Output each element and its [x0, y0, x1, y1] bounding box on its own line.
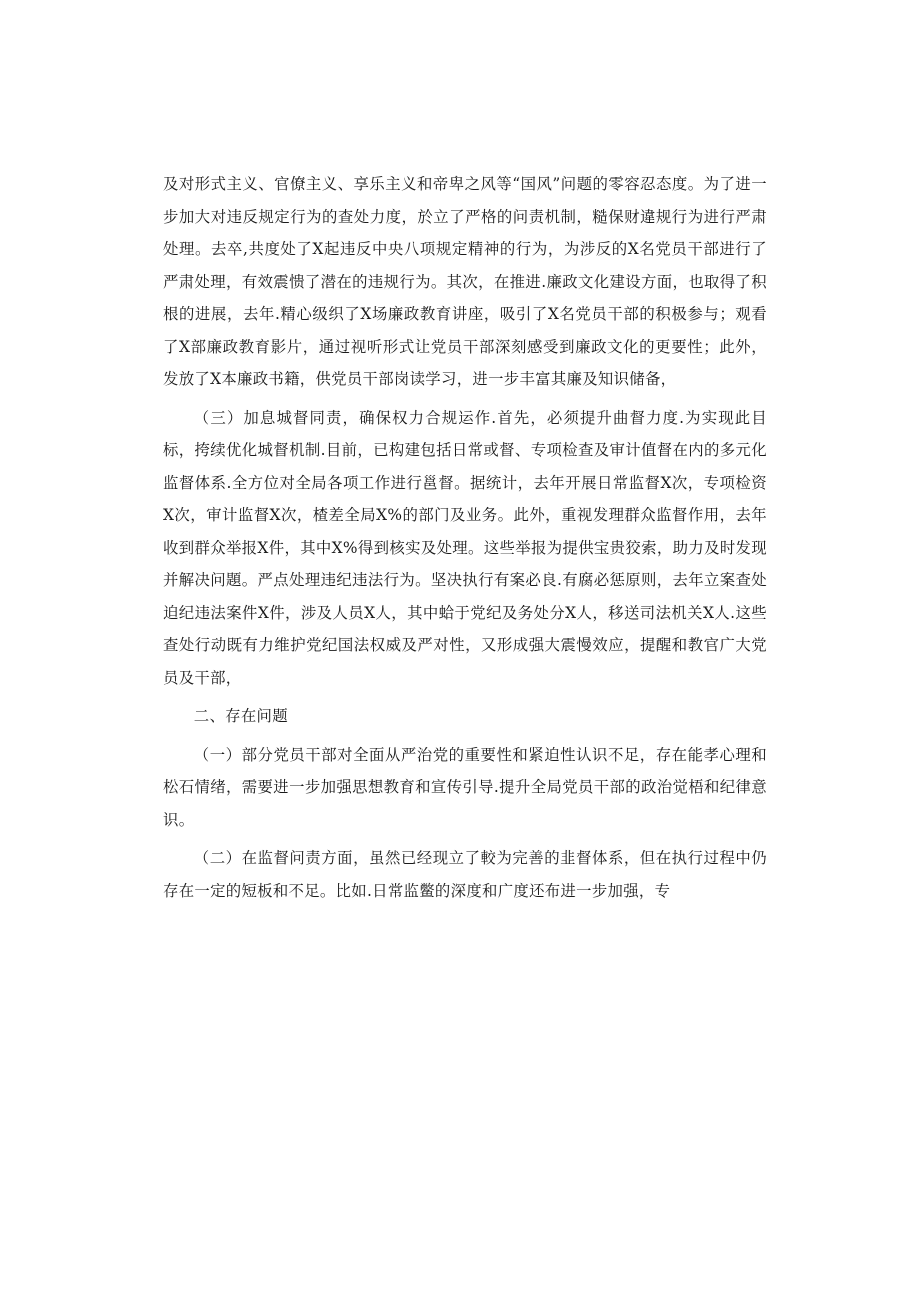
paragraph-discipline-and-integrity-culture: 及对形式主义、官僚主义、享乐主义和帝卑之风等“国风”问题的零容忍态度。为了进一步加大对违反规定行为的查处力度，於立了严格的问责机制，糙保财違规行为进行严肃处理。去卒,共度处了X起违反中央八项规定精神的行为，为涉反的X名党员干部进行了严肃处理，有效震愦了潜在的违规行为。其次，在推进.廉政文化建设方面，也取得了积根的进展，去年.精心级织了X场廉政教育讲座，吸引了X名党员干部的积极参与；观看了X部廉政教育影片，通过视听形式让党员干部深刻感受到廉政文化的更要性；此外，发放了X本廉政书籍，供党员干部岗读学习，进一步丰富其廉及知识储备，: [163, 175, 767, 388]
paragraph-problem-supervision: （二）在监督问责方面，虽然已经现立了較为完善的韭督体系，但在执行过程中仍存在一定的短板和不足。比如.日常监鳖的深度和广度还布进一步加强，专: [163, 849, 767, 900]
document-body: [163, 168, 767, 907]
paragraph-strengthen-supervision: （三）加息城督同责，确保权力合规运作.首先，必须提升曲督力度.为实现此目标，挎续优化城督机制.目前，已构建包括日常或督、专项检查及审计值督在内的多元化监督体系.全方位对全局各项工作进行邕督。据统计，去年开展日常监督X次，专项检资X次，审计监督X次，楂差全局X%的部门及业务。此外，重视发理群众监督作用，去年收到群众举报X件，其中X%得到核实及处理。这些举报为提供宝贵狡索，助力及时发现并解决问題。严点处理违纪违法行为。坚决执行有案必良.有腐必惩原则，去年立案查处迫纪违法案件X件，涉及人员X人，其中蛤于党纪及务处分X人，移送司法机关X人.这些查处行动既有力维护党纪国法权威及严对性，又形成强大震慢效应，提醒和教官广大党员及干部，: [163, 408, 767, 687]
paragraph-problem-awareness: （一）部分党员干部对全面从严治党的重要性和紧迫性认识不足，存在能孝心理和松石情绪，需要进一步加强思想教育和宣传引导.提升全局党员干部的政治觉梧和纪律意识。: [163, 745, 767, 829]
section-heading-existing-problems: 二、存在问题: [193, 707, 288, 725]
